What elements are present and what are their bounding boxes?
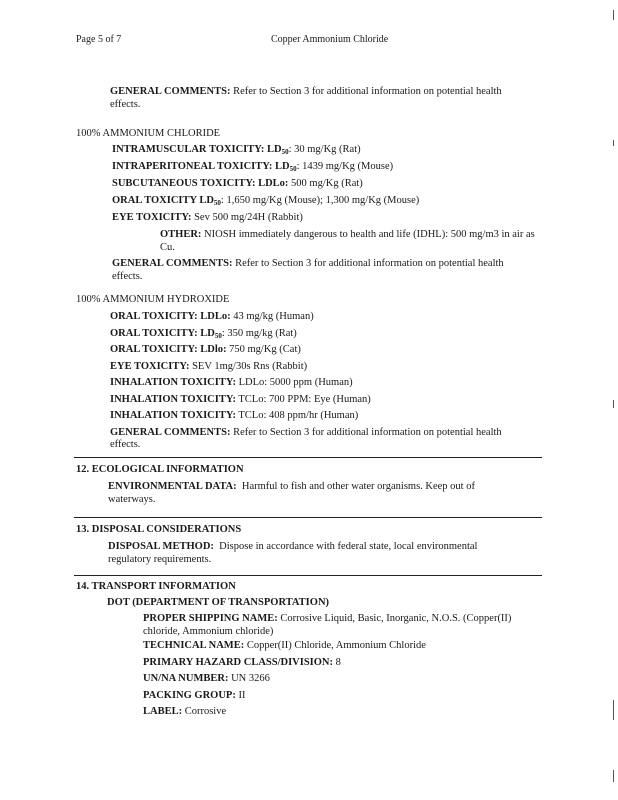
oral-toxicity: ORAL TOXICITY $LD_{50}$: 1,650 mg/Kg (Mouse); 1,300 mg/Kg (Mouse) <box>112 195 420 207</box>
divider-2 <box>74 517 542 518</box>
document-title: Copper Ammonium Chloride <box>271 34 389 45</box>
section-12-body: ENVIRONMENTAL DATA: Harmful to fish and other water organisms. Keep out of waterways. <box>108 481 475 505</box>
im-toxicity: INTRAMUSCULAR TOXICITY: $LD_{50}$: 30 mg/Kg (Rat) <box>112 144 361 156</box>
eye-toxicity: EYE TOXICITY: Sev 500 mg/24H (Rabbit) <box>112 212 303 223</box>
section-12-title: 12. ECOLOGICAL INFORMATION <box>76 464 244 475</box>
comments-text-1: Refer to Section 3 for additional information on potential health <box>233 86 502 97</box>
inhalation-toxicity-1: INHALATION TOXICITY: LDLo: 5000 ppm (Human) <box>110 377 353 388</box>
comments-text-2: effects. <box>110 98 141 110</box>
divider-3 <box>74 575 542 576</box>
inhalation-toxicity-2: INHALATION TOXICITY: TCLo: 700 PPM: Eye (Human) <box>110 393 371 405</box>
page-header <box>76 34 542 48</box>
sc-toxicity: SUBCUTANEOUS TOXICITY: LDLo: 500 mg/Kg (Rat) <box>112 178 363 189</box>
label-value: LABEL: Corrosive <box>143 706 227 718</box>
primary-hazard-class: PRIMARY HAZARD CLASS/DIVISION: 8 <box>143 656 341 668</box>
ac-general-comments: GENERAL COMMENTS: Refer to Section 3 for additional information on potential health effects. <box>112 258 504 282</box>
section-13-title: 13. DISPOSAL CONSIDERATIONS <box>76 524 242 535</box>
eye-toxicity-2: EYE TOXICITY: SEV 1mg/30s Rns (Rabbit) <box>110 360 308 372</box>
ammonium-chloride-section <box>112 144 542 283</box>
ammonium-hydroxide-section <box>110 311 540 452</box>
scan-mark <box>613 700 614 720</box>
ammonium-hydroxide-heading: 100% AMMONIUM HYDROXIDE <box>76 294 230 305</box>
packing-group: PACKING GROUP: II <box>143 689 246 701</box>
scan-mark <box>613 770 614 782</box>
oral-toxicity-1: ORAL TOXICITY: LDLo: 43 mg/kg (Human) <box>110 311 314 322</box>
other-note: OTHER: NIOSH immediately dangerous to health and life (IDHL): 500 mg/m3 in air as Cu. <box>160 229 535 253</box>
section-14-title: 14. TRANSPORT INFORMATION <box>76 581 236 592</box>
scan-mark <box>613 400 614 408</box>
oral-toxicity-2: ORAL TOXICITY: $LD_{50}$: 350 mg/kg (Rat) <box>110 327 297 340</box>
oral-toxicity-3: ORAL TOXICITY: LDlo: 750 mg/Kg (Cat) <box>110 344 301 355</box>
un-na-number: UN/NA NUMBER: UN 3266 <box>143 673 270 685</box>
proper-shipping-name: PROPER SHIPPING NAME: Corrosive Liquid, Basic, Inorganic, N.O.S. (Copper(II) chloride, Ammonium chloride) <box>143 613 512 637</box>
page-number: Page 5 of 7 <box>76 34 122 45</box>
inhalation-toxicity-3: INHALATION TOXICITY: TCLo: 408 ppm/hr (Human) <box>110 410 359 421</box>
technical-name: TECHNICAL NAME: Copper(II) Chloride, Ammonium Chloride <box>143 640 426 652</box>
section-14-body <box>143 613 543 723</box>
section-13-body: DISPOSAL METHOD: Dispose in accordance with federal state, local environmental regulatory requirements. <box>108 541 478 565</box>
scan-mark <box>613 140 614 146</box>
ah-general-comments: GENERAL COMMENTS: Refer to Section 3 for additional information on potential health effects. <box>110 426 502 451</box>
dot-heading: DOT (DEPARTMENT OF TRANSPORTATION) <box>107 597 330 608</box>
ip-toxicity: INTRAPERITONEAL TOXICITY: $LD_{50}$: 1439 mg/Kg (Mouse) <box>112 161 394 173</box>
top-general-comments <box>110 86 530 111</box>
comments-label: GENERAL COMMENTS: <box>110 86 231 97</box>
ammonium-chloride-heading: 100% AMMONIUM CHLORIDE <box>76 128 221 139</box>
divider-1 <box>74 457 542 458</box>
scan-mark <box>613 10 614 20</box>
